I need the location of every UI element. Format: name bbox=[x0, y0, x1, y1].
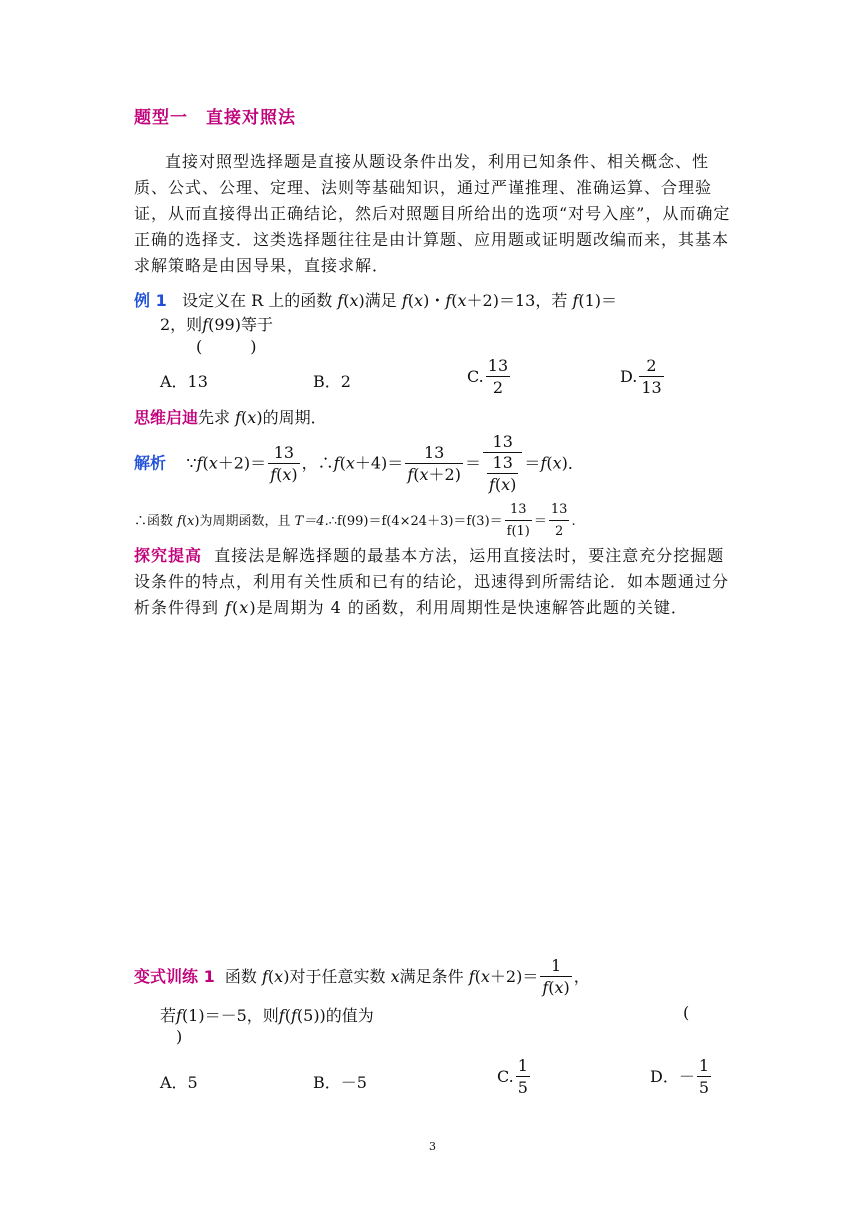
practice-d-fraction bbox=[697, 1056, 711, 1099]
practice-text-a: 函数 bbox=[224, 967, 257, 986]
therefore-symbol: ∴ bbox=[317, 453, 334, 473]
practice-paren-open: ( bbox=[683, 1003, 690, 1022]
practice-frac-num: 1 bbox=[540, 956, 571, 977]
frac-num-5: 13 bbox=[549, 500, 570, 521]
solution-label: 解析 bbox=[134, 453, 167, 473]
example-stem-text-2: 满足 bbox=[364, 291, 397, 310]
frac-num: 13 bbox=[268, 443, 299, 464]
solution-text-a: ∴函数 bbox=[134, 514, 174, 529]
option-c-den: 2 bbox=[492, 378, 504, 397]
practice-option-a: A．5 bbox=[160, 1073, 198, 1092]
example-label: 例 1 bbox=[134, 291, 167, 310]
option-d bbox=[620, 356, 666, 399]
solution-frac-1: $\frac{13}{f(x)}$ bbox=[270, 442, 298, 484]
example-1-stem-2: 2，则f(99)等于 bbox=[160, 315, 273, 334]
example-stem-text-4: 2，则 bbox=[160, 315, 203, 334]
solution-frac-4 bbox=[505, 500, 532, 543]
frac-num-2: 13 bbox=[405, 443, 463, 464]
example-stem-text: 设定义在 R 上的函数 bbox=[181, 291, 333, 310]
because-symbol: ∵ bbox=[186, 453, 197, 473]
practice-paren-close: ) bbox=[176, 1027, 183, 1046]
solution-line-2: ∴函数 f(x)为周期函数，且 T＝4.∴f(99)＝f(4×24＋3)＝f(3)＝ $\frac{13}{f(1)}$ ＝ $\frac{13}{2}$ . bbox=[134, 500, 576, 543]
practice-text-d: 若 bbox=[160, 1006, 177, 1025]
insight-paragraph: 探究提高 直接法是解选择题的最基本方法，运用直接法时，要注意充分挖掘题设条件的特点，利用有关性质和已有的结论，迅速得到所需结论．如本题通过分析条件得到 f(x)是周期为 4 的函数，利用周期性是快速解答此题的关键． bbox=[134, 546, 730, 617]
practice-c-den: 5 bbox=[517, 1078, 528, 1097]
practice-text-c: 满足条件 bbox=[399, 967, 464, 986]
intro-paragraph: 直接对照型选择题是直接从题设条件出发，利用已知条件、相关概念、性质、公式、公理、定理、法则等基础知识，通过严谨推理、准确运算、合理验证，从而直接得出正确结论，然后对照题目所给出的选项“对号入座”，从而确定正确的选择支．这类选择题往往是由计算题、应用题或证明题改编而来，其基本求解策略是由因导果，直接求解． bbox=[134, 152, 731, 275]
practice-option-c bbox=[497, 1056, 532, 1099]
practice-text-e: ＝－5，则 bbox=[204, 1006, 279, 1025]
option-a: A．13 bbox=[160, 372, 208, 391]
hint-text-2: 的周期． bbox=[262, 408, 327, 427]
practice-c-fraction bbox=[516, 1056, 530, 1099]
insight-text: 直接法是解选择题的最基本方法，运用直接法时，要注意充分挖掘题设条件的特点，利用有关性质和已有的结论，迅速得到所需结论．如本题通过分析条件得到 bbox=[134, 546, 730, 617]
practice-d-den: 5 bbox=[698, 1078, 710, 1097]
option-d-num: 2 bbox=[639, 356, 663, 377]
frac-den-2: 2 bbox=[555, 524, 564, 539]
nested-num: 13 bbox=[487, 453, 518, 474]
solution-frac-3 bbox=[483, 432, 522, 496]
option-c-prefix: C. bbox=[467, 367, 484, 386]
practice-d-num: 1 bbox=[698, 1056, 710, 1075]
hint-text: 先求 bbox=[198, 408, 231, 427]
insight-label: 探究提高 bbox=[134, 546, 203, 565]
option-d-fraction bbox=[639, 356, 663, 399]
practice-text-f: 的值为 bbox=[325, 1006, 374, 1025]
example-stem-text-5: 等于 bbox=[240, 315, 273, 334]
solution-text-b: 为周期函数，且 bbox=[199, 514, 291, 529]
solution-frac-2: $\frac{13}{f(x+2)}$ bbox=[407, 442, 461, 484]
math-fx: f bbox=[337, 291, 344, 310]
solution-line-1: 解析 ∵f(x＋2)＝ $\frac{13}{f(x)}$ ，∴f(x＋4)＝ $\frac{13}{f(x+2)}$ ＝ $\frac{13}{\frac{13}{f(x)}}$ ＝f(x)． bbox=[134, 432, 584, 494]
period-t: T＝4. bbox=[294, 514, 329, 529]
practice-option-d bbox=[650, 1056, 713, 1099]
practice-1-stem: 变式训练 1 函数 f(x)对于任意实数 x满足条件 f(x＋2)＝ $\frac{1}{f(x)}$ ， bbox=[134, 956, 590, 997]
frac-num-4: 13 bbox=[505, 500, 532, 521]
answer-paren: ( ) bbox=[196, 337, 257, 356]
practice-c-prefix: C. bbox=[497, 1067, 514, 1086]
page-number: 3 bbox=[429, 1140, 436, 1153]
practice-1-stem-2: 若f(1)＝－5，则f(f(5))的值为 bbox=[160, 1006, 374, 1025]
frac-den-f1: f(1) bbox=[506, 524, 530, 539]
practice-option-b: B．－5 bbox=[313, 1073, 367, 1092]
option-c-num: 13 bbox=[487, 356, 509, 375]
frac-num-3: 13 bbox=[483, 432, 522, 453]
nested-frac: $\frac{13}{f(x)}$ bbox=[488, 453, 517, 494]
option-d-den: 13 bbox=[641, 378, 662, 397]
solution-text-e: f(99)＝f(4×24＋3)＝f(3)＝ bbox=[336, 514, 503, 529]
practice-c-num: 1 bbox=[517, 1056, 528, 1075]
practice-d-prefix: D．－ bbox=[650, 1067, 695, 1086]
practice-text-b: 对于任意实数 bbox=[289, 967, 386, 986]
insight-text-2: 是周期为 4 的函数，利用周期性是快速解答此题的关键． bbox=[256, 598, 688, 617]
therefore-2: ∴ bbox=[328, 514, 337, 529]
example-stem-text-3: ＝13，若 bbox=[498, 291, 568, 310]
section-title: 题型一 直接对照法 bbox=[134, 108, 296, 128]
practice-label: 变式训练 1 bbox=[134, 967, 215, 986]
option-b: B．2 bbox=[313, 372, 351, 391]
hint-line: 思维启迪先求 f(x)的周期． bbox=[134, 408, 327, 427]
solution-frac-5 bbox=[549, 500, 570, 543]
example-1-stem: 例 1 设定义在 R 上的函数 f(x)满足 f(x)・f(x＋2)＝13，若 f(1)＝ bbox=[134, 291, 618, 310]
option-c-fraction bbox=[486, 356, 510, 399]
option-c bbox=[467, 356, 512, 399]
practice-frac: $\frac{1}{f(x)}$ bbox=[542, 956, 570, 997]
option-d-prefix: D. bbox=[620, 367, 638, 386]
hint-label: 思维启迪 bbox=[134, 408, 199, 427]
